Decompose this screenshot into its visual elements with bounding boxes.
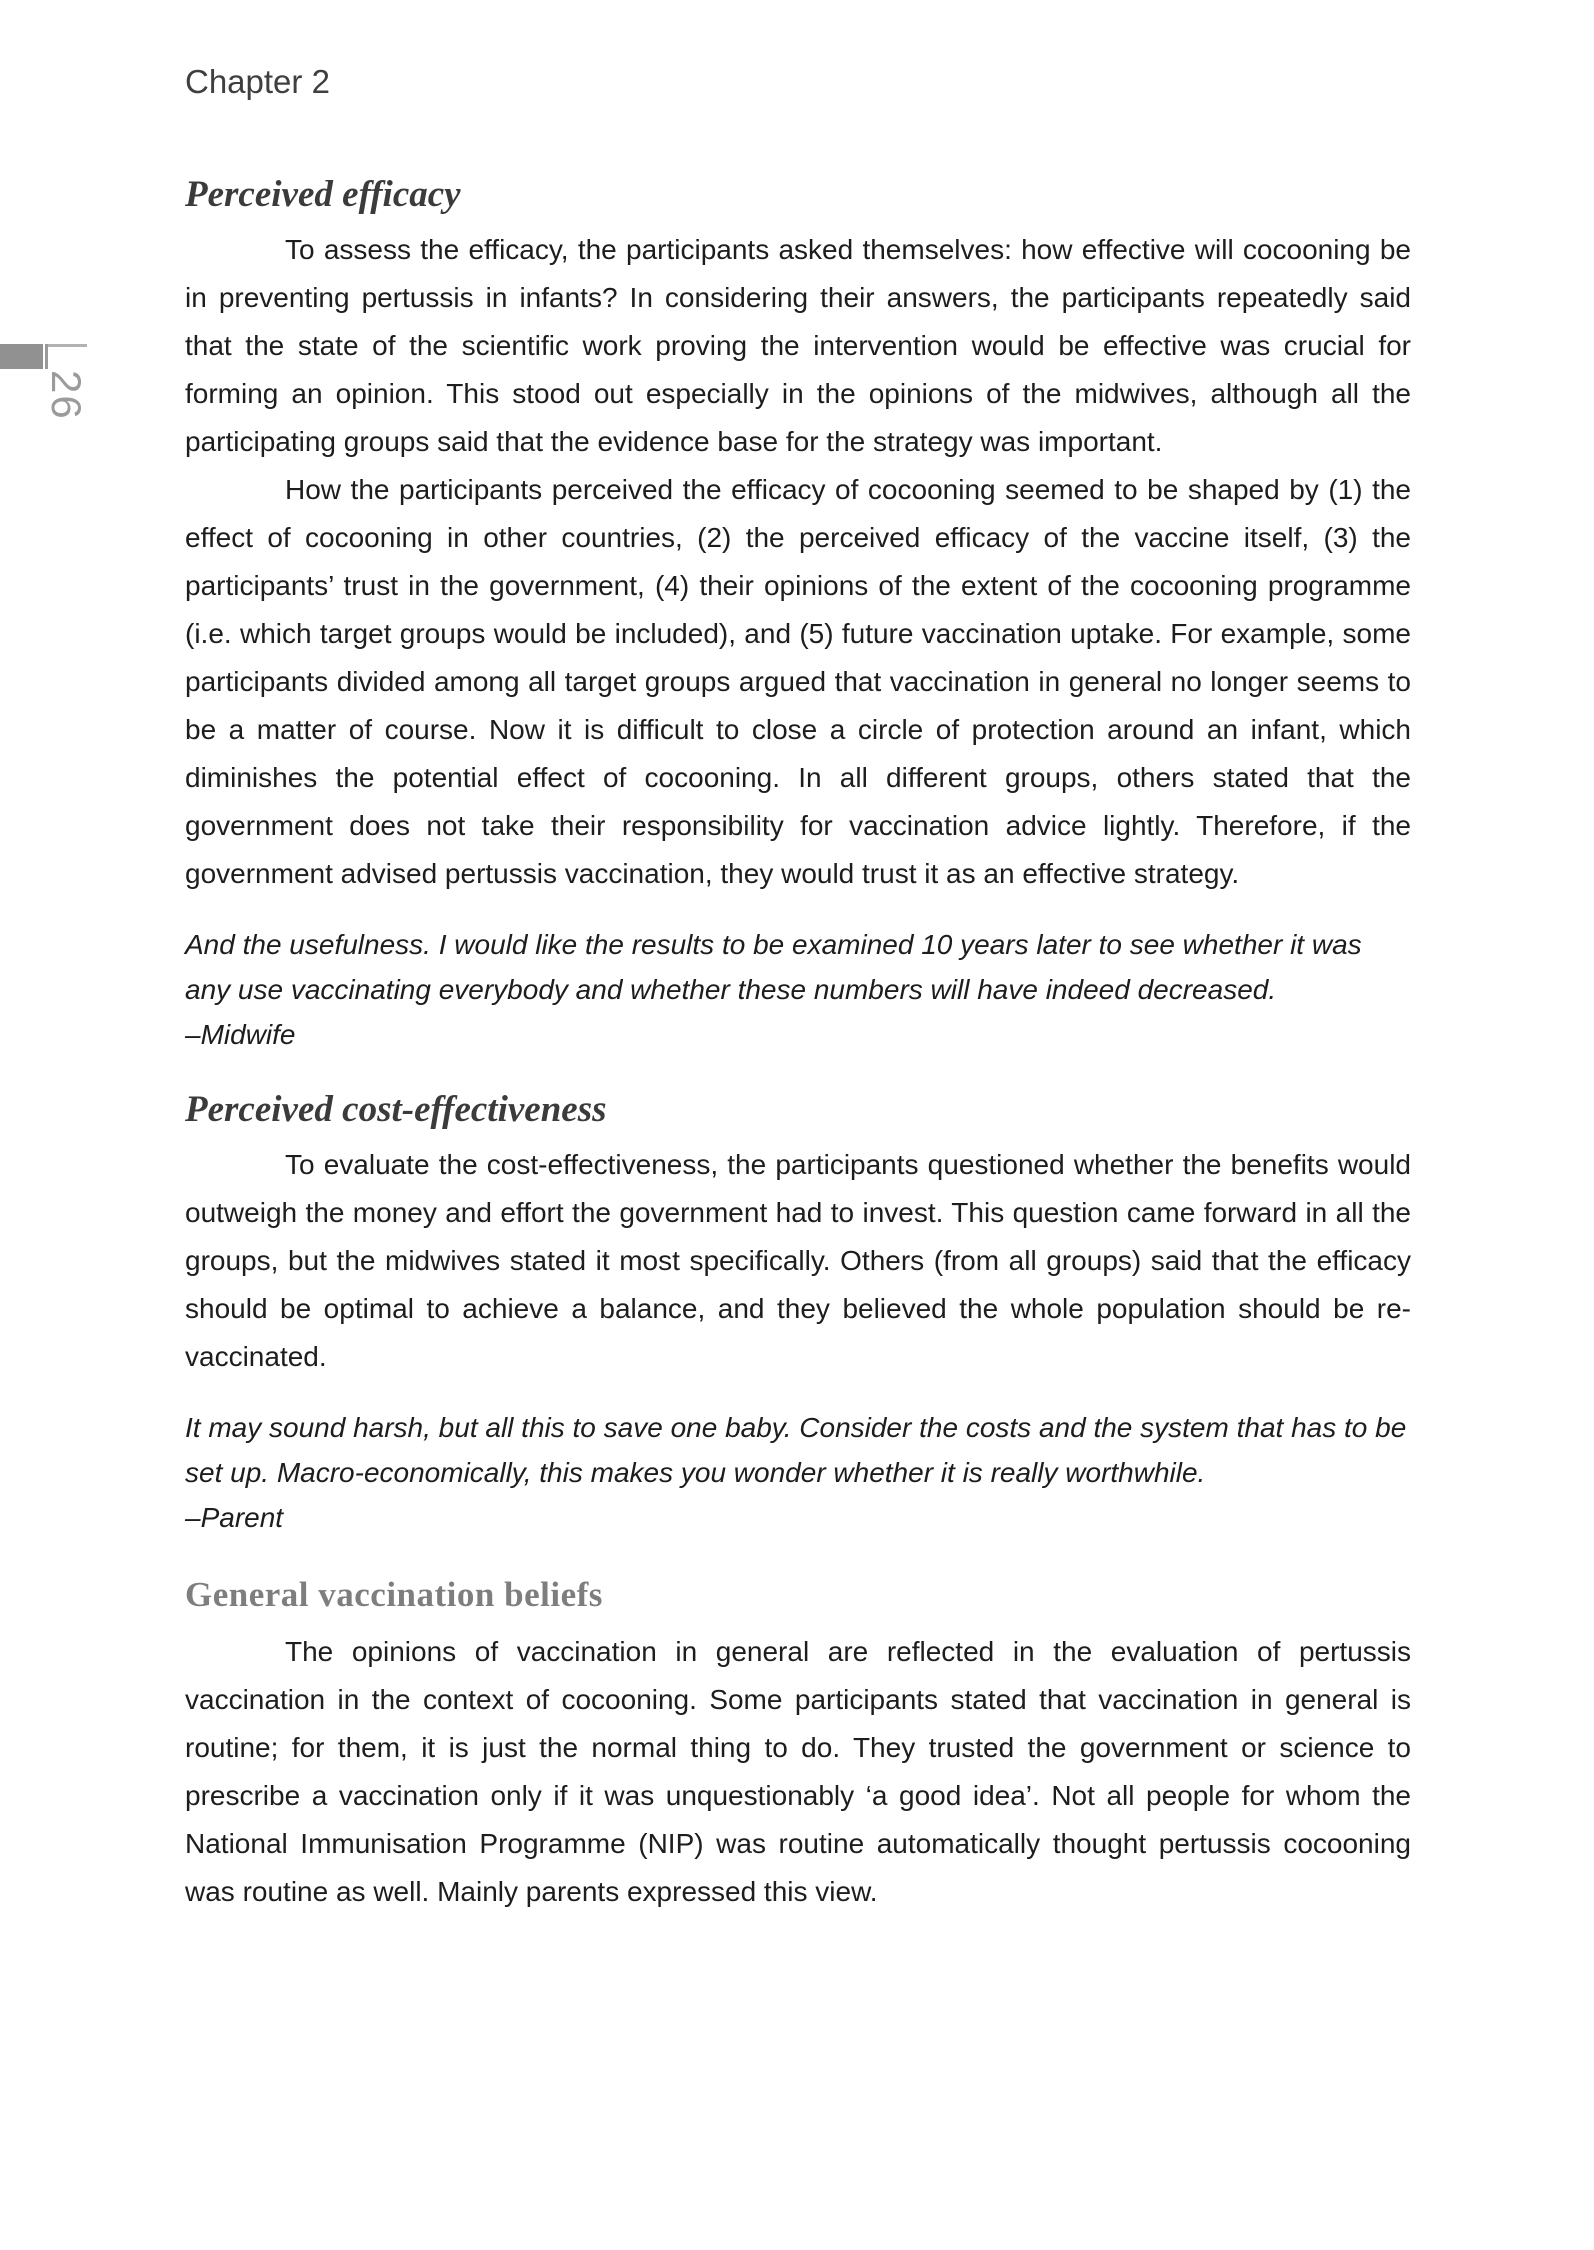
quote-text: It may sound harsh, but all this to save one baby. Consider the costs and the system that has to be set up. Macro-economically, this makes you wonder whether it is really worthwhile. [185,1412,1407,1488]
paragraph: How the participants perceived the efficacy of cocooning seemed to be shaped by (1) the effect of cocooning in other countries, (2) the perceived efficacy of the vaccine itself, (3) the participants’ trust in the government, (4) their opinions of the extent of the cocooning programme (i.e. which target groups would be included), and (5) future vaccination uptake. For example, some participants divided among all target groups argued that vaccination in general no longer seems to be a matter of course. Now it is difficult to close a circle of protection around an infant, which diminishes the potential effect of cocooning. In all different groups, others stated that the government does not take their responsibility for vaccination advice lightly. Therefore, if the government advised pertussis vaccination, they would trust it as an effective strategy. [185,474,1411,889]
paragraph: The opinions of vaccination in general are reflected in the evaluation of pertussis vaccination in the context of cocooning. Some participants stated that vaccination in general is routine; for them, it is just the normal thing to do. They trusted the government or science to prescribe a vaccination only if it was unquestionably ‘a good idea’. Not all people for whom the National Immunisation Programme (NIP) was routine automatically thought pertussis cocooning was routine as well. Mainly parents expressed this view. [185,1636,1411,1907]
quote-attribution: –Parent [185,1502,284,1533]
quote-midwife [185,922,1411,1057]
paragraph: To assess the efficacy, the participants asked themselves: how effective will cocooning be in preventing pertussis in infants? In considering their answers, the participants repeatedly said that the state of the scientific work proving the intervention would be effective was crucial for forming an opinion. This stood out especially in the opinions of the midwives, although all the participating groups said that the evidence base for the strategy was important. [185,234,1411,457]
quote-text: And the usefulness. I would like the results to be examined 10 years later to see whether it was any use vaccinating everybody and whether these numbers will have indeed decreased. [185,929,1362,1005]
subheading-perceived-cost-effectiveness: Perceived cost-effectiveness [185,1089,607,1130]
quote-attribution: –Midwife [185,1019,296,1050]
subheading-perceived-efficacy: Perceived efficacy [185,174,461,215]
margin-decoration-vertical-line [45,344,48,369]
page-number: 26 [43,370,90,421]
chapter-header: Chapter 2 [185,63,330,100]
paragraph: To evaluate the cost-effectiveness, the participants questioned whether the benefits would outweigh the money and effort the government had to invest. This question came forward in all the groups, but the midwives stated it most specifically. Others (from all groups) said that the efficacy should be optimal to achieve a balance, and they believed the whole population should be re-vaccinated. [185,1149,1411,1372]
margin-decoration-horizontal-line [48,344,87,347]
section-heading-general-vaccination-beliefs: General vaccination beliefs [185,1575,603,1614]
margin-decoration-block [0,344,43,369]
page-content [185,62,1411,1916]
quote-parent [185,1405,1411,1540]
